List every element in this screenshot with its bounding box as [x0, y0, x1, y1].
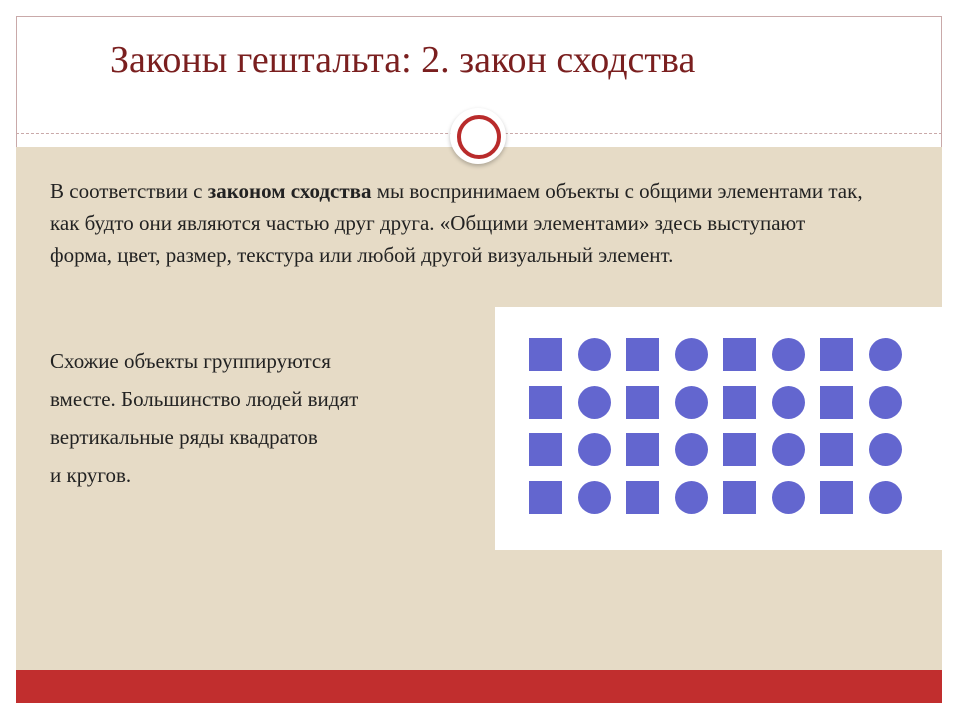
slide-title: Законы гештальта: 2. закон сходства — [110, 39, 696, 81]
square-shape — [626, 433, 659, 466]
circle-shape — [869, 481, 902, 514]
explanation-line: вертикальные ряды квадратов — [50, 425, 318, 449]
explanation-line: вместе. Большинство людей видят — [50, 387, 359, 411]
square-shape — [820, 338, 853, 371]
square-shape — [723, 433, 756, 466]
square-shape — [723, 338, 756, 371]
circle-shape — [869, 386, 902, 419]
intro-paragraph — [50, 175, 870, 271]
square-shape — [529, 481, 562, 514]
ring-ornament-icon — [450, 108, 506, 164]
square-shape — [529, 386, 562, 419]
explanation-line: и кругов. — [50, 463, 132, 487]
explanation-paragraph — [50, 342, 490, 494]
circle-shape — [869, 433, 902, 466]
square-shape — [723, 386, 756, 419]
footer-bar — [16, 670, 942, 703]
circle-shape — [675, 338, 708, 371]
intro-text-end: мы воспринимаем объекты с общими элементами так, как будто они являются частью друг друга. «Общими элементами» здесь выступают форма, цвет, размер, текстура или любой другой визуальный элемент. — [50, 179, 863, 267]
circle-shape — [675, 481, 708, 514]
square-shape — [626, 481, 659, 514]
circle-shape — [578, 433, 611, 466]
circle-shape — [578, 481, 611, 514]
intro-text-start: В соответствии с — [50, 179, 208, 203]
circle-shape — [675, 386, 708, 419]
circle-shape — [578, 338, 611, 371]
square-shape — [820, 433, 853, 466]
circle-shape — [772, 338, 805, 371]
square-shape — [529, 338, 562, 371]
circle-shape — [869, 338, 902, 371]
ring-icon — [457, 115, 501, 159]
explanation-line: Схожие объекты группируются — [50, 349, 331, 373]
square-shape — [820, 386, 853, 419]
circle-shape — [772, 386, 805, 419]
similarity-figure — [495, 307, 942, 550]
circle-shape — [772, 433, 805, 466]
square-shape — [626, 338, 659, 371]
circle-shape — [675, 433, 708, 466]
circle-shape — [578, 386, 611, 419]
square-shape — [626, 386, 659, 419]
square-shape — [529, 433, 562, 466]
circle-shape — [772, 481, 805, 514]
intro-bold-term: законом сходства — [207, 179, 372, 203]
square-shape — [820, 481, 853, 514]
square-shape — [723, 481, 756, 514]
